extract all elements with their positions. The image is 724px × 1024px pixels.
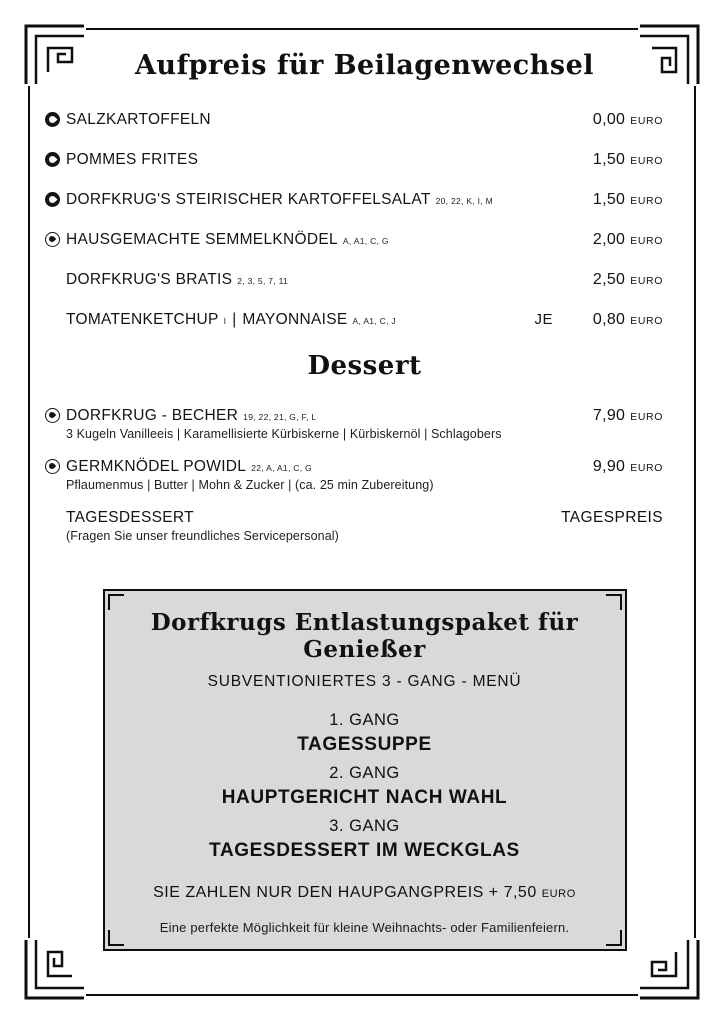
course-label: 3. GANG xyxy=(329,817,400,835)
box-corner-ornament xyxy=(606,594,622,610)
price-currency: EURO xyxy=(541,888,576,900)
menu-item-row xyxy=(66,311,663,329)
price-currency: EURO xyxy=(630,235,663,247)
price-currency: EURO xyxy=(630,315,663,327)
price xyxy=(563,271,663,289)
price-value: 2,00 xyxy=(592,231,626,248)
price xyxy=(563,231,663,249)
menu-item-row xyxy=(66,271,663,289)
price-value: 1,50 xyxy=(592,151,626,168)
price-currency: EURO xyxy=(630,411,663,423)
price-currency: EURO xyxy=(630,195,663,207)
price xyxy=(561,509,663,527)
item-name: GERMKNÖDEL POWIDL xyxy=(66,458,247,475)
item-description: Pflaumenmus | Butter | Mohn & Zucker | (ca. 25 min Zubereitung) xyxy=(66,478,434,492)
allergen-codes: 2, 3, 5, 7, 11 xyxy=(237,276,289,286)
dish-icon xyxy=(45,152,60,167)
price-value: 0,00 xyxy=(592,111,626,128)
price-value: 9,90 xyxy=(592,458,626,475)
menu-item-row xyxy=(66,407,663,425)
promo-price-line xyxy=(115,884,615,902)
box-corner-ornament xyxy=(108,930,124,946)
price-currency: EURO xyxy=(630,155,663,167)
item-name: SALZKARTOFFELN xyxy=(66,111,211,128)
menu-item-row xyxy=(66,509,663,527)
allergen-codes: 22, A, A1, C, G xyxy=(251,463,312,473)
menu-item-row xyxy=(66,151,663,169)
promo-box xyxy=(103,589,627,951)
price-currency: EURO xyxy=(630,462,663,474)
dessert-item xyxy=(66,407,663,441)
promo-title: Dorfkrugs Entlastungspaket für Genießer xyxy=(150,609,579,663)
item-name: POMMES FRITES xyxy=(66,151,199,168)
dish-icon xyxy=(45,459,60,474)
menu-item-row xyxy=(66,191,663,209)
price xyxy=(563,191,663,209)
dish-icon xyxy=(45,192,60,207)
item-name: DORFKRUG'S BRATIS xyxy=(66,271,233,288)
dish-icon xyxy=(45,112,60,127)
item-name: MAYONNAISE xyxy=(242,311,348,328)
promo-footer: Eine perfekte Möglichkeit für kleine Weihnachts- oder Familienfeiern. xyxy=(159,920,570,935)
item-name: DORFKRUG'S STEIRISCHER KARTOFFELSALAT xyxy=(66,191,431,208)
dessert-item xyxy=(66,458,663,492)
dish-icon xyxy=(45,408,60,423)
item-name: DORFKRUG - BECHER xyxy=(66,407,239,424)
course-label: 1. GANG xyxy=(329,711,400,729)
dessert-item xyxy=(66,509,663,543)
price-value: 2,50 xyxy=(592,271,626,288)
allergen-codes: 19, 22, 21, G, F, L xyxy=(243,412,317,422)
item-name: TOMATENKETCHUP xyxy=(66,311,219,328)
promo-price-text: SIE ZAHLEN NUR DEN HAUPGANGPREIS + 7,50 xyxy=(153,884,537,901)
price xyxy=(563,458,663,476)
price-value: 0,80 xyxy=(592,311,626,328)
box-corner-ornament xyxy=(108,594,124,610)
course-label: 2. GANG xyxy=(329,764,400,782)
price-value: 7,90 xyxy=(592,407,626,424)
price xyxy=(563,311,663,329)
surcharge-section-title: Aufpreis für Beilagenwechsel xyxy=(134,50,595,81)
course-name: TAGESDESSERT IM WECKGLAS xyxy=(209,840,520,861)
item-description: (Fragen Sie unser freundliches Servicepersonal) xyxy=(66,529,339,543)
course-name: TAGESSUPPE xyxy=(297,734,432,755)
price-currency: EURO xyxy=(630,115,663,127)
price-currency: EURO xyxy=(630,275,663,287)
dessert-section-title: Dessert xyxy=(307,351,422,381)
allergen-codes: A, A1, C, G xyxy=(342,236,389,246)
menu-item-row xyxy=(66,231,663,249)
allergen-codes: I xyxy=(223,316,227,326)
menu-content xyxy=(66,50,663,951)
allergen-codes: 20, 22, K, I, M xyxy=(435,196,494,206)
course-name: HAUPTGERICHT NACH WAHL xyxy=(221,787,508,808)
price xyxy=(563,407,663,425)
dish-icon xyxy=(45,232,60,247)
menu-item-row xyxy=(66,111,663,129)
menu-item-row xyxy=(66,458,663,476)
promo-subtitle: SUBVENTIONIERTES 3 - GANG - MENÜ xyxy=(207,673,522,690)
allergen-codes: A, A1, C, J xyxy=(352,316,396,326)
item-description: 3 Kugeln Vanilleeis | Karamellisierte Kürbiskerne | Kürbiskernöl | Schlagobers xyxy=(66,427,502,441)
price-value: 1,50 xyxy=(592,191,626,208)
each-label: JE xyxy=(534,311,553,328)
price xyxy=(563,151,663,169)
box-corner-ornament xyxy=(606,930,622,946)
separator: | xyxy=(232,311,237,328)
item-name: HAUSGEMACHTE SEMMELKNÖDEL xyxy=(66,231,338,248)
price xyxy=(563,111,663,129)
item-name: TAGESDESSERT xyxy=(66,509,194,526)
price-value: TAGESPREIS xyxy=(561,509,663,526)
